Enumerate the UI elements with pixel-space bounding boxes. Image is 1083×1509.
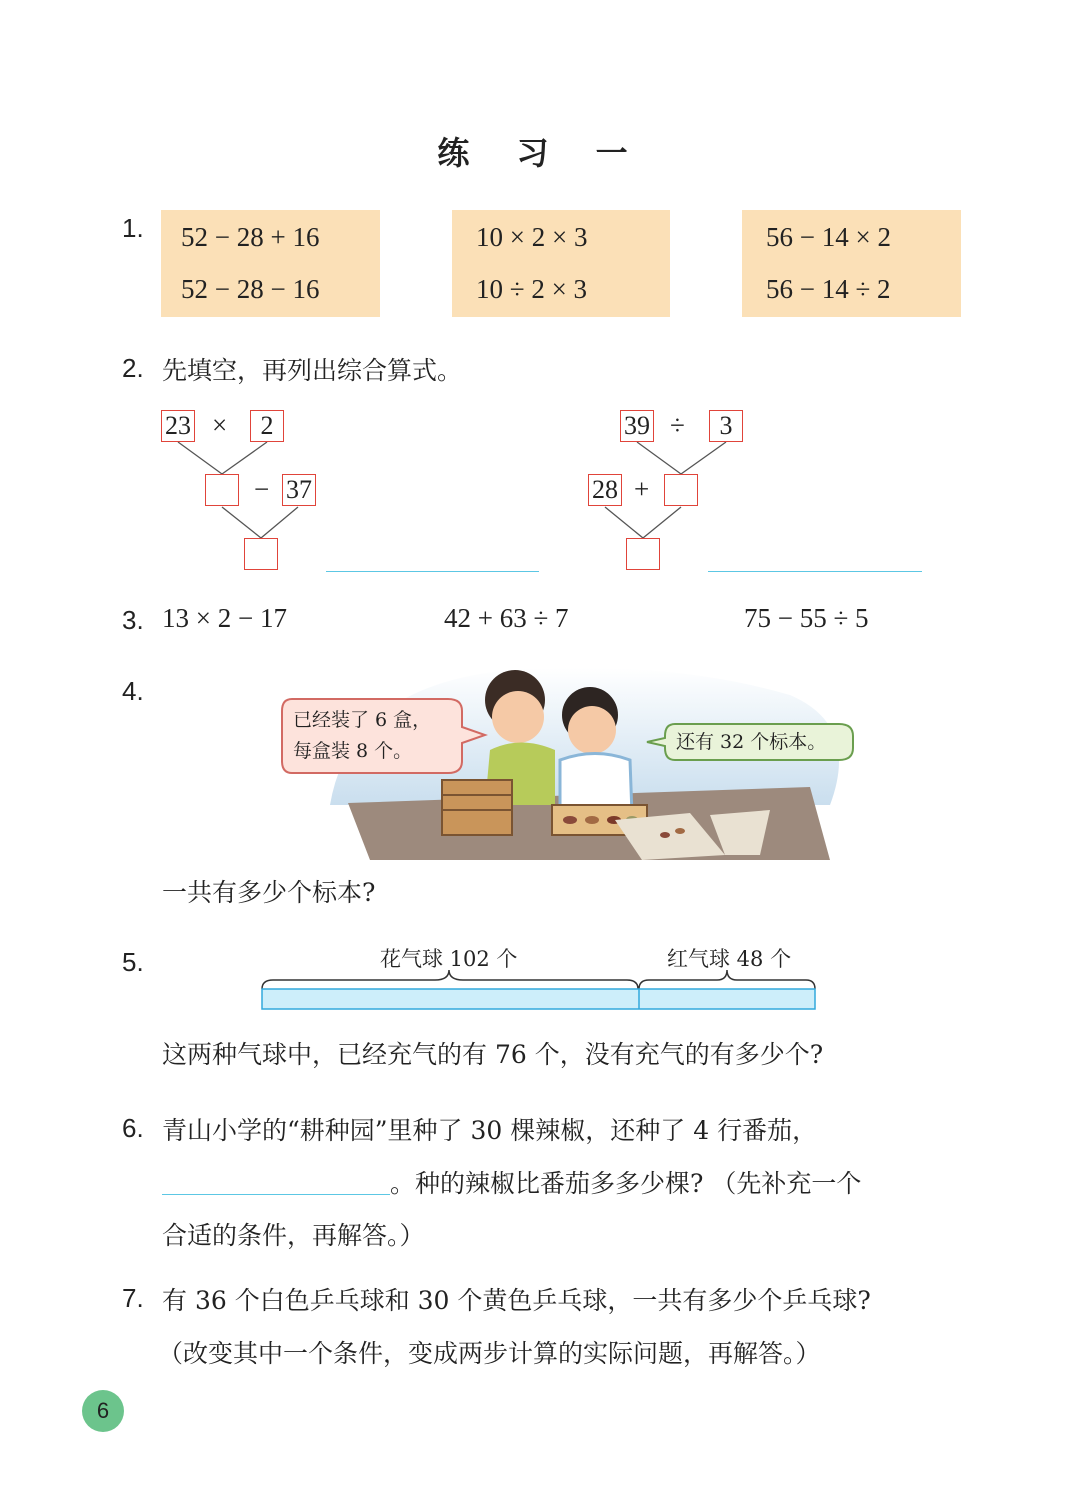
q2-right-answer-box-2[interactable]	[626, 538, 660, 570]
q2-number: 2.	[122, 353, 144, 383]
q2-left-answer-box-2[interactable]	[244, 538, 278, 570]
q5-question: 这两种气球中，已经充气的有 76 个，没有充气的有多少个?	[162, 1040, 824, 1069]
q1-expr-2a: 10 × 2 × 3	[476, 222, 588, 252]
q6-line3: 合适的条件，再解答。）	[162, 1221, 425, 1250]
q1-expr-1a: 52 − 28 + 16	[181, 222, 320, 252]
q3-expr-3: 75 − 55 ÷ 5	[744, 603, 869, 633]
q4-number: 4.	[122, 676, 144, 706]
q5-label-left: 花气球 102 个	[380, 947, 518, 971]
q2-left-op2: −	[254, 474, 270, 504]
q5-bar-diagram	[255, 965, 825, 1015]
q2-right-box-c: 28	[588, 474, 622, 506]
q1-expr-1b: 52 − 28 − 16	[181, 274, 320, 304]
q2-left-op1: ×	[212, 410, 228, 440]
q3-expr-1: 13 × 2 − 17	[162, 603, 287, 633]
q2-right-op1: ÷	[670, 410, 685, 440]
q7-number: 7.	[122, 1283, 144, 1313]
q2-left-box-a: 23	[161, 410, 195, 442]
q5-number: 5.	[122, 947, 144, 977]
q4-question: 一共有多少个标本?	[162, 878, 376, 907]
q3-expr-2: 42 + 63 ÷ 7	[444, 603, 569, 633]
q1-number: 1.	[122, 213, 144, 243]
q6-line1: 青山小学的“耕种园”里种了 30 棵辣椒，还种了 4 行番茄，	[162, 1116, 818, 1145]
q1-expr-3a: 56 − 14 × 2	[766, 222, 891, 252]
q2-right-op2: +	[634, 474, 650, 504]
q2-left-box-c: 37	[282, 474, 316, 506]
q2-right-answer-box-1[interactable]	[664, 474, 698, 506]
page-number: 6	[82, 1390, 124, 1432]
q6-answer-blank[interactable]	[162, 1193, 390, 1195]
q1-expr-2b: 10 ÷ 2 × 3	[476, 274, 588, 304]
q2-right-answer-line[interactable]	[708, 570, 922, 572]
q2-text: 先填空，再列出综合算式。	[162, 356, 463, 385]
q5-label-right: 红气球 48 个	[667, 947, 792, 971]
q2-left-answer-line[interactable]	[326, 570, 539, 572]
q3-number: 3.	[122, 605, 144, 635]
q4-bubble-right-text: 还有 32 个标本。	[676, 731, 827, 753]
q6-number: 6.	[122, 1113, 144, 1143]
q6-line2: 。种的辣椒比番茄多多少棵? （先补充一个	[390, 1169, 862, 1198]
q1-expr-3b: 56 − 14 ÷ 2	[766, 274, 891, 304]
page-title: 练 习 一	[437, 134, 646, 172]
q2-tree-lines	[0, 0, 1083, 600]
q7-line1: 有 36 个白色乒乓球和 30 个黄色乒乓球，一共有多少个乒乓球?	[162, 1286, 871, 1315]
q2-right-box-b: 3	[709, 410, 743, 442]
q2-left-box-b: 2	[250, 410, 284, 442]
q2-right-box-a: 39	[620, 410, 654, 442]
q2-left-answer-box-1[interactable]	[205, 474, 239, 506]
q4-bubble-left-text: 已经装了 6 盒， 每盒装 8 个。	[293, 709, 432, 762]
q7-line2: （改变其中一个条件，变成两步计算的实际问题，再解答。）	[158, 1339, 821, 1368]
